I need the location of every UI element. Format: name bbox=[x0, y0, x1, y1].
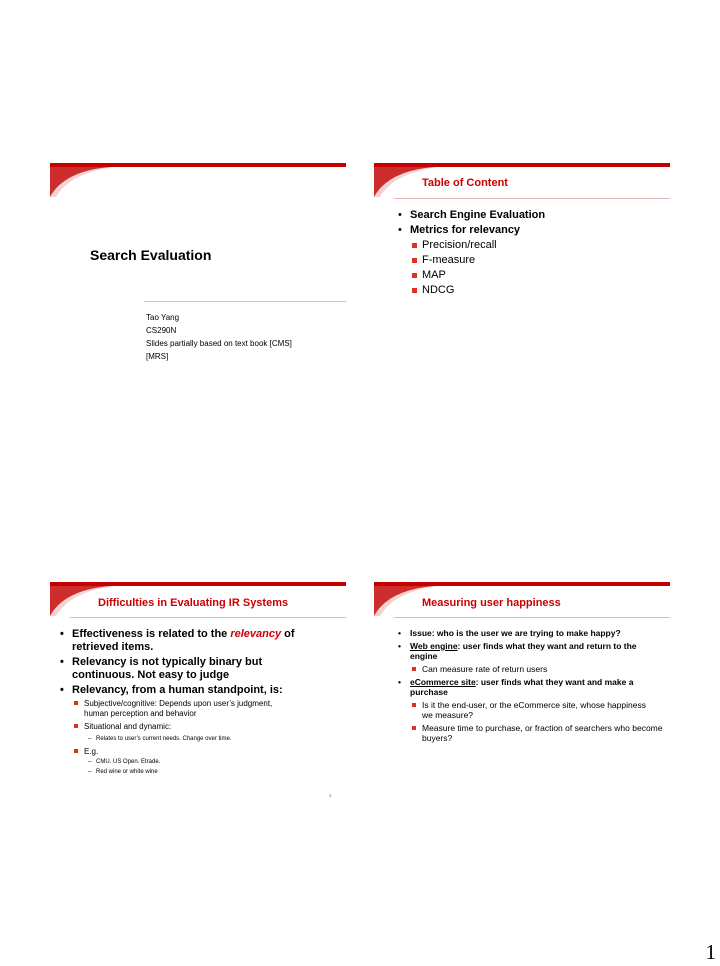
sub-item: Is it the end-user, or the eCommerce site, whose happiness we measure? bbox=[398, 700, 657, 720]
square-bullet-icon bbox=[412, 288, 417, 293]
dash-icon: – bbox=[88, 736, 92, 742]
header-band bbox=[50, 163, 346, 197]
bullet-icon: • bbox=[60, 684, 64, 696]
toc-item: • Search Engine Evaluation bbox=[398, 209, 546, 221]
sub-item: Measure time to purchase, or fraction of searchers who become buyers? bbox=[398, 723, 667, 743]
bullet-icon: • bbox=[60, 628, 64, 640]
bullet-item: • Relevancy is not typically binary but continuous. Not easy to judge bbox=[60, 656, 263, 681]
toc-subitem: MAP bbox=[398, 268, 545, 283]
sub-item: Subjective/cognitive: Depends upon user’s judgment, human perception and behavior bbox=[60, 699, 284, 719]
sub-item: Situational and dynamic: bbox=[60, 722, 340, 732]
dash-item: – Red wine or white wine bbox=[88, 769, 158, 775]
slide-page-number: 3 bbox=[329, 793, 332, 798]
toc-list bbox=[398, 208, 545, 298]
bullet-icon: • bbox=[398, 677, 401, 687]
slide-heading: Difficulties in Evaluating IR Systems bbox=[98, 597, 289, 609]
slide-difficulties bbox=[50, 582, 346, 812]
square-bullet-icon bbox=[74, 724, 78, 728]
bullet-item: • Effectiveness is related to the relevancy of retrieved items. bbox=[60, 628, 295, 653]
author-line: [MRS] bbox=[146, 352, 169, 361]
toc-item: • Metrics for relevancy bbox=[398, 224, 521, 236]
bullet-icon: • bbox=[398, 628, 401, 638]
content-list bbox=[60, 628, 340, 777]
slide-heading: Measuring user happiness bbox=[422, 597, 561, 609]
author-block bbox=[146, 311, 292, 363]
bullet-item: • Relevancy, from a human standpoint, is: bbox=[60, 684, 283, 696]
sub-item: E.g. bbox=[60, 747, 340, 757]
bullet-item: • Issue: who is the user we are trying to make happy? bbox=[398, 628, 621, 638]
dash-icon: – bbox=[88, 769, 92, 775]
square-bullet-icon bbox=[412, 667, 416, 671]
dash-item: – CMU. US Open. Etrade. bbox=[88, 759, 161, 765]
sub-item: Can measure rate of return users bbox=[398, 664, 660, 674]
toc-subitem: NDCG bbox=[398, 283, 545, 298]
heading-rule bbox=[394, 198, 670, 199]
bullet-item: • eCommerce site: user finds what they want and make a purchase bbox=[398, 677, 634, 697]
bullet-icon: • bbox=[60, 656, 64, 668]
author-line: Slides partially based on text book [CMS] bbox=[146, 339, 292, 348]
header-band bbox=[374, 163, 670, 197]
slide-heading: Table of Content bbox=[422, 177, 508, 189]
square-bullet-icon bbox=[74, 749, 78, 753]
slide-main-title: Search Evaluation bbox=[90, 247, 212, 263]
slide-toc bbox=[374, 163, 670, 393]
heading-rule bbox=[70, 617, 346, 618]
bullet-icon: • bbox=[398, 209, 402, 221]
title-rule bbox=[144, 301, 346, 302]
square-bullet-icon bbox=[412, 726, 416, 730]
square-bullet-icon bbox=[412, 243, 417, 248]
slide-user-happiness bbox=[374, 582, 670, 812]
square-bullet-icon bbox=[412, 703, 416, 707]
bullet-item: • Web engine: user finds what they want and return to the engine bbox=[398, 641, 637, 661]
page-number: 1 bbox=[705, 940, 716, 964]
heading-rule bbox=[394, 617, 670, 618]
author-line: CS290N bbox=[146, 326, 177, 335]
author-line: Tao Yang bbox=[146, 313, 180, 322]
dash-icon: – bbox=[88, 759, 92, 765]
slide-title bbox=[50, 163, 346, 393]
bullet-icon: • bbox=[398, 224, 402, 236]
square-bullet-icon bbox=[412, 258, 417, 263]
bullet-icon: • bbox=[398, 641, 401, 651]
dash-item: – Relates to user’s current needs. Change over time. bbox=[88, 736, 232, 742]
content-list bbox=[398, 628, 663, 743]
toc-subitem: F-measure bbox=[398, 253, 545, 268]
toc-subitem: Precision/recall bbox=[398, 238, 545, 253]
square-bullet-icon bbox=[74, 701, 78, 705]
square-bullet-icon bbox=[412, 273, 417, 278]
